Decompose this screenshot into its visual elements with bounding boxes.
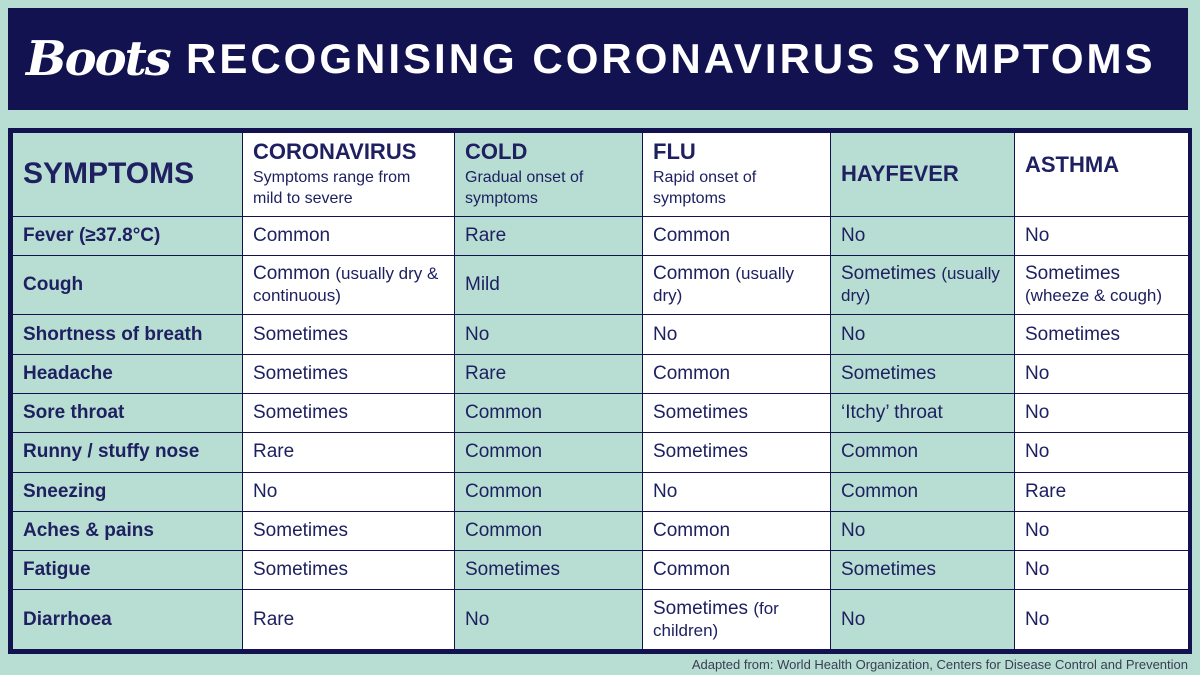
symptom-label: Runny / stuffy nose [13, 433, 243, 472]
column-header-asthma [1015, 133, 1189, 217]
cell-value: No [1025, 441, 1050, 463]
cell-cold [455, 393, 643, 432]
cell-coronavirus [243, 590, 455, 650]
cell-value: ‘Itchy’ throat [841, 402, 943, 424]
symptoms-table [12, 132, 1189, 650]
cell-flu [643, 433, 831, 472]
cell-flu [643, 472, 831, 511]
cell-value: Sometimes [653, 597, 749, 619]
cell-value: Sometimes [465, 559, 561, 581]
cell-hayfever [831, 393, 1015, 432]
cell-asthma [1015, 551, 1189, 590]
table-row [13, 433, 1189, 472]
cell-value: Common [653, 263, 731, 285]
cell-value: Sometimes [1025, 263, 1121, 285]
symptom-label: Sneezing [13, 472, 243, 511]
source-citation: Adapted from: World Health Organization, Centers for Disease Control and Prevention [691, 657, 1188, 672]
cell-value: Common [841, 480, 919, 502]
cell-coronavirus [243, 216, 455, 255]
cell-coronavirus [243, 393, 455, 432]
cell-coronavirus [243, 315, 455, 354]
table-row [13, 590, 1189, 650]
cell-flu [643, 551, 831, 590]
symptom-label: Fever (≥37.8°C) [13, 216, 243, 255]
cell-value: No [1025, 224, 1050, 246]
cell-value: Common [653, 362, 731, 384]
cell-value: Sometimes [1025, 323, 1121, 345]
symptom-label: Diarrhoea [13, 590, 243, 650]
cell-asthma [1015, 472, 1189, 511]
cell-coronavirus [243, 551, 455, 590]
cell-value: Common [253, 224, 331, 246]
cell-asthma [1015, 255, 1189, 314]
cell-note: (usually dry) [653, 264, 794, 306]
cell-value: Sometimes [253, 559, 349, 581]
cell-cold [455, 551, 643, 590]
cell-value: Common [465, 441, 543, 463]
cell-asthma [1015, 433, 1189, 472]
column-title: ASTHMA [1025, 152, 1120, 178]
boots-logo: Boots [26, 31, 170, 87]
column-header-hayfever [831, 133, 1015, 217]
page-title: RECOGNISING CORONAVIRUS SYMPTOMS [186, 35, 1156, 82]
cell-cold [455, 472, 643, 511]
table-row [13, 511, 1189, 550]
cell-value: No [653, 480, 678, 502]
cell-hayfever [831, 216, 1015, 255]
cell-value: No [253, 480, 278, 502]
cell-value: No [1025, 520, 1050, 542]
cell-value: Rare [253, 608, 295, 630]
cell-value: No [841, 520, 866, 542]
cell-value: No [841, 224, 866, 246]
cell-coronavirus [243, 354, 455, 393]
cell-coronavirus [243, 472, 455, 511]
cell-hayfever [831, 354, 1015, 393]
symptom-label: Fatigue [13, 551, 243, 590]
cell-value: Sometimes [653, 441, 749, 463]
cell-note: (usually dry & continuous) [253, 264, 439, 306]
cell-hayfever [831, 472, 1015, 511]
cell-value: Sometimes [653, 402, 749, 424]
table-row [13, 393, 1189, 432]
cell-asthma [1015, 590, 1189, 650]
symptom-label: Aches & pains [13, 511, 243, 550]
cell-value: Common [465, 480, 543, 502]
cell-cold [455, 354, 643, 393]
cell-note: (for children) [653, 598, 779, 640]
column-header-cold [455, 133, 643, 217]
cell-value: No [841, 608, 866, 630]
cell-value: No [465, 608, 490, 630]
cell-value: Common [653, 520, 731, 542]
cell-value: Common [253, 263, 331, 285]
cell-value: Common [465, 402, 543, 424]
symptom-label: Sore throat [13, 393, 243, 432]
cell-asthma [1015, 393, 1189, 432]
table-header-row [13, 133, 1189, 217]
cell-asthma [1015, 511, 1189, 550]
cell-value: No [1025, 559, 1050, 581]
cell-value: Rare [253, 441, 295, 463]
column-subtitle: Symptoms range from mild to severe [253, 169, 411, 208]
table-row [13, 255, 1189, 314]
cell-flu [643, 315, 831, 354]
cell-value: No [841, 323, 866, 345]
cell-value: No [1025, 402, 1050, 424]
cell-hayfever [831, 511, 1015, 550]
cell-coronavirus [243, 433, 455, 472]
cell-value: Sometimes [841, 559, 937, 581]
table-row [13, 551, 1189, 590]
cell-value: No [1025, 362, 1050, 384]
cell-hayfever [831, 315, 1015, 354]
cell-flu [643, 511, 831, 550]
column-subtitle: Rapid onset of symptoms [653, 169, 757, 208]
cell-hayfever [831, 433, 1015, 472]
column-title: FLU [653, 139, 696, 165]
cell-value: Rare [465, 224, 507, 246]
cell-flu [643, 354, 831, 393]
cell-value: Sometimes [253, 402, 349, 424]
cell-value: Common [653, 559, 731, 581]
cell-hayfever [831, 551, 1015, 590]
cell-value: Sometimes [841, 263, 937, 285]
cell-coronavirus [243, 255, 455, 314]
cell-value: Common [841, 441, 919, 463]
table-row [13, 216, 1189, 255]
cell-value: Common [653, 224, 731, 246]
cell-note: (wheeze & cough) [1025, 286, 1163, 306]
cell-value: No [465, 323, 490, 345]
cell-value: Sometimes [253, 520, 349, 542]
cell-value: Rare [465, 362, 507, 384]
table-row [13, 354, 1189, 393]
cell-value: No [1025, 608, 1050, 630]
table-row [13, 472, 1189, 511]
column-title: HAYFEVER [841, 161, 959, 187]
symptom-label: Headache [13, 354, 243, 393]
column-title: COLD [465, 139, 528, 165]
cell-value: Rare [1025, 480, 1067, 502]
column-subtitle: Gradual onset of symptoms [465, 169, 584, 208]
column-header-flu [643, 133, 831, 217]
cell-hayfever [831, 255, 1015, 314]
column-header-coronavirus [243, 133, 455, 217]
cell-flu [643, 590, 831, 650]
symptoms-column-header: SYMPTOMS [13, 133, 243, 217]
cell-value: Sometimes [253, 362, 349, 384]
symptom-label: Shortness of breath [13, 315, 243, 354]
cell-note: (usually dry) [841, 264, 1000, 306]
cell-cold [455, 216, 643, 255]
cell-cold [455, 511, 643, 550]
cell-coronavirus [243, 511, 455, 550]
cell-hayfever [831, 590, 1015, 650]
cell-value: No [653, 323, 678, 345]
cell-asthma [1015, 216, 1189, 255]
cell-cold [455, 255, 643, 314]
cell-flu [643, 216, 831, 255]
cell-flu [643, 255, 831, 314]
cell-asthma [1015, 354, 1189, 393]
cell-cold [455, 590, 643, 650]
cell-value: Sometimes [841, 362, 937, 384]
symptom-label: Cough [13, 255, 243, 314]
cell-cold [455, 315, 643, 354]
cell-asthma [1015, 315, 1189, 354]
cell-value: Mild [465, 274, 500, 296]
table-row [13, 315, 1189, 354]
header-banner [8, 8, 1188, 110]
cell-value: Common [465, 520, 543, 542]
cell-flu [643, 393, 831, 432]
cell-cold [455, 433, 643, 472]
symptoms-table-container [8, 128, 1192, 654]
column-title: CORONAVIRUS [253, 139, 417, 165]
cell-value: Sometimes [253, 323, 349, 345]
